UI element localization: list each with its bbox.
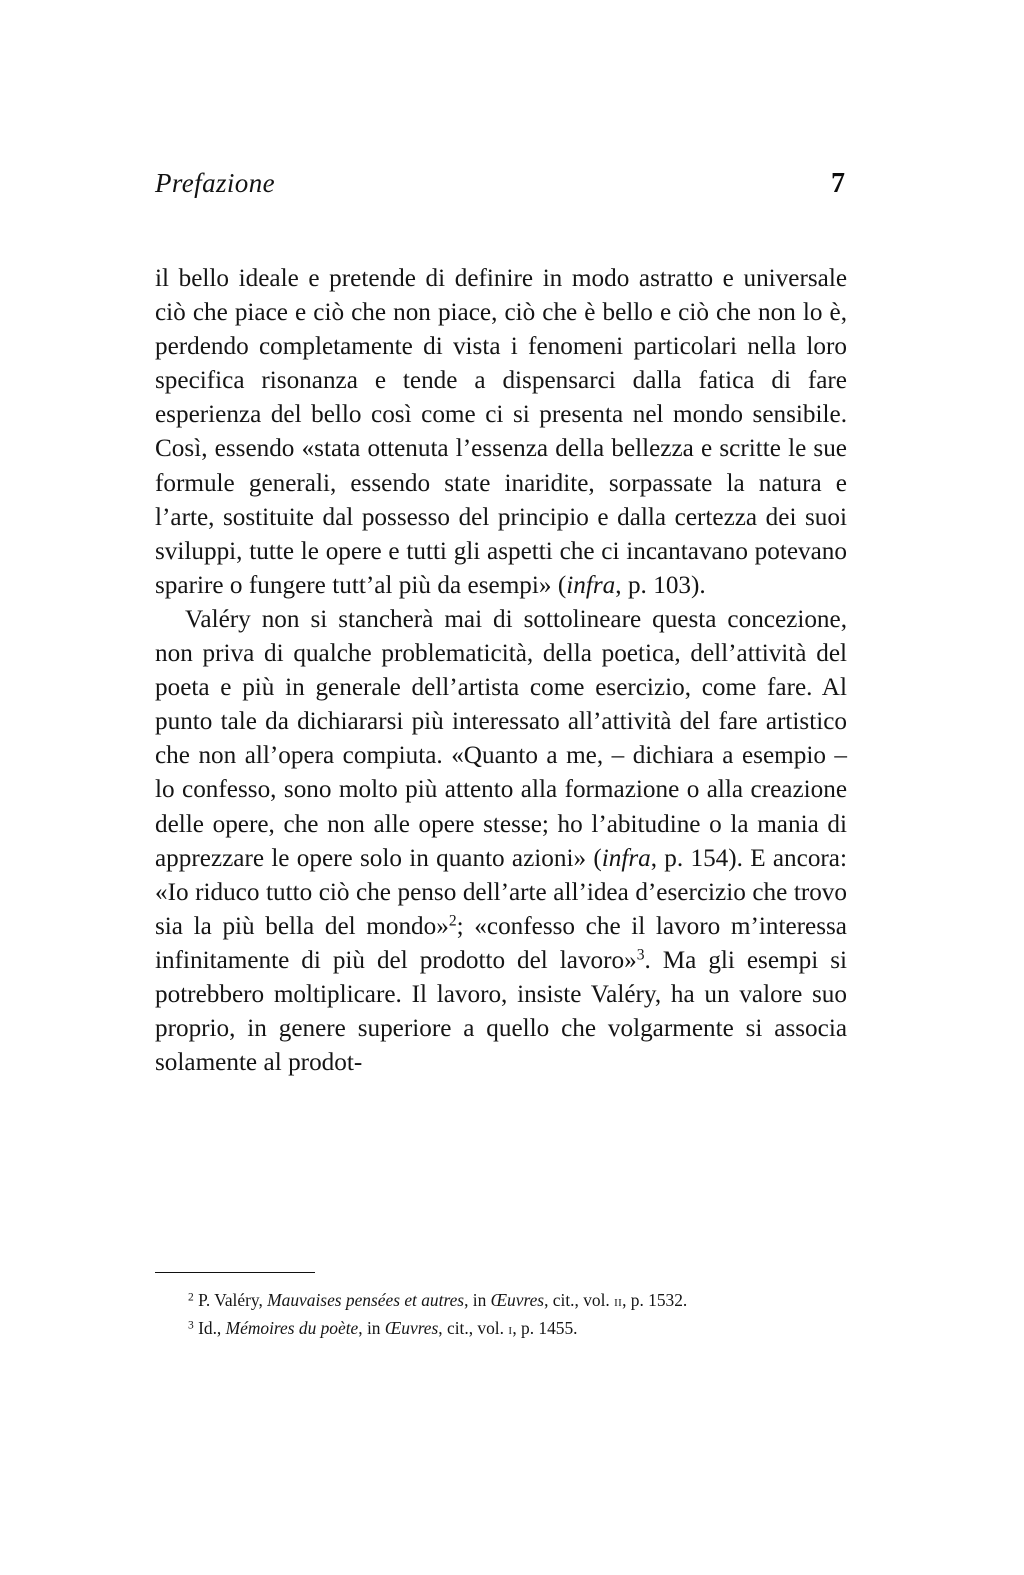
footnote-separator-rule (155, 1272, 315, 1273)
body-paragraph: Valéry non si stancherà mai di sottolineare questa concezione, non priva di qualche problematicità, della poetica, dell’attività del poeta e più in generale dell’artista come esercizio, come fare. Al punto tale da dichiararsi più interessato all’attività del fare artistico che non all’opera compiuta. «Quanto a me, – dichiara a esempio – lo confesso, sono molto più attento alla formazione o alla creazione delle opere, che non alle opere stesse; ho l’abitudine o la mania di apprezzare le opere solo in quanto azioni» (infra, p. 154). E ancora: «Io riduco tutto ciò che penso dell’arte all’idea d’esercizio che trovo sia la più bella del mondo»$^2$; «confesso che il lavoro m’interessa infinitamente di più del prodotto del lavoro»$^3$. Ma gli esempi si potrebbero moltiplicare. Il lavoro, insiste Valéry, ha un valore suo proprio, in genere superiore a quello che volgarmente si associa solamente al prodot- (155, 605, 847, 1077)
footnote-list (155, 1287, 847, 1343)
running-head-title: Prefazione (155, 168, 275, 198)
body-text-block (155, 262, 847, 1080)
footnote-item: $^2$ P. Valéry, Mauvaises pensées et autres, in Œuvres, cit., vol. ii, p. 1532. (188, 1290, 688, 1310)
running-head (155, 168, 845, 208)
body-paragraph: il bello ideale e pretende di definire in modo astratto e universale ciò che piace e ciò che non piace, ciò che è bello e ciò che non lo è, perdendo completamente di vista i fenomeni particolari nella loro specifica risonanza e tende a dispensarci dalla fatica di fare esperienza del bello così come ci si presenta nel mondo sensibile. Così, essendo «stata ottenuta l’essenza della bellezza e scritte le sue formule generali, essendo state inaridite, sorpassate la natura e l’arte, sostituite dal possesso del principio e dalla certezza dei suoi sviluppi, tutte le opere e tutti gli aspetti che ci incantavano potevano sparire o fungere tutt’al più da esempi» (infra, p. 103). (155, 265, 847, 599)
footnote-area (155, 1272, 847, 1343)
footnote-item: $^3$ Id., Mémoires du poète, in Œuvres, cit., vol. i, p. 1455. (188, 1318, 578, 1338)
page-number: 7 (831, 168, 845, 199)
